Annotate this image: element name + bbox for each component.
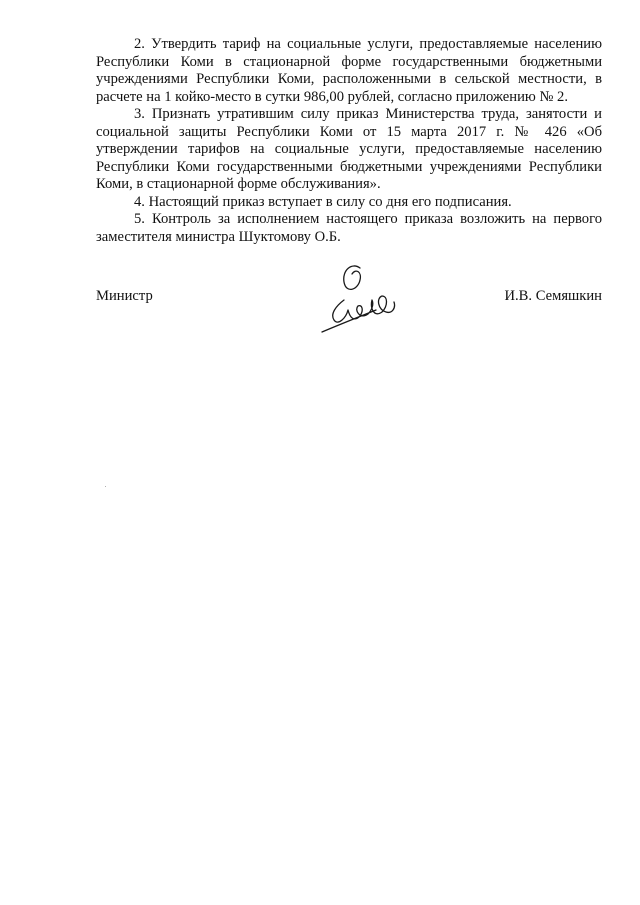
scan-speck <box>105 486 106 487</box>
handwritten-signature <box>316 260 406 338</box>
paragraph-item-3: 3. Признать утратившим силу приказ Министерства труда, занятости и социальной защиты Республики Коми от 15 марта 2017 г. № 426 «Об утверждении тарифов на социальные услуги, предоставляемые населению Республики Коми государственными бюджетными учреждениями Республики Коми, в стационарной форме обслуживания». <box>96 106 602 192</box>
signer-name: И.В. Семяшкин <box>504 288 602 304</box>
order-text <box>96 36 602 246</box>
paragraph-item-5: 5. Контроль за исполнением настоящего приказа возложить на первого заместителя министра Шуктомову О.Б. <box>96 211 602 245</box>
paragraph-item-2: 2. Утвердить тариф на социальные услуги, предоставляемые населению Республики Коми в стационарной форме государственными бюджетными учреждениями Республики Коми, расположенными в сельской местности, в расчете на 1 койко-место в сутки 986,00 рублей, согласно приложению № 2. <box>96 36 602 105</box>
signer-title: Министр <box>96 288 153 304</box>
signature-block <box>96 260 602 340</box>
paragraph-item-4: 4. Настоящий приказ вступает в силу со дня его подписания. <box>134 193 512 210</box>
